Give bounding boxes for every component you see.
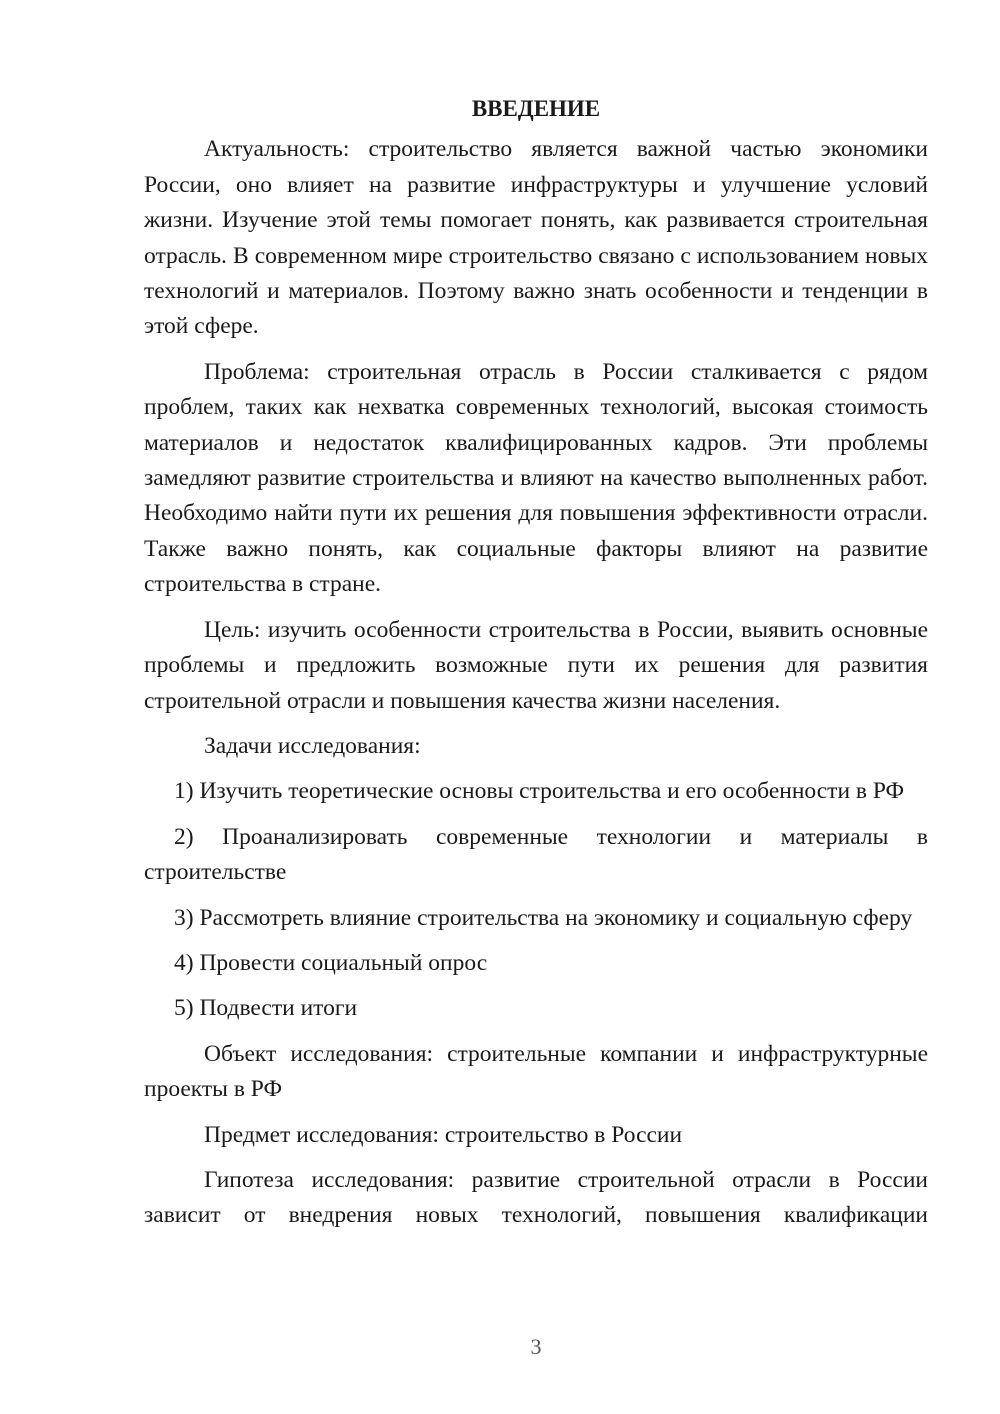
paragraph-problem: Проблема: строительная отрасль в России сталкивается с рядом проблем, таких как нехватка современных технологий, высокая стоимость материалов и недостаток квалифицированных кадров. Эти проблемы замедляют развитие строительства и влияют на качество выполненных работ. Необходимо найти пути их решения для повышения эффективности отрасли. Также важно понять, как социальные факторы влияют на развитие строительства в стране. <box>144 358 928 598</box>
page-number: 3 <box>530 1334 542 1359</box>
task-item-2: 2) Проанализировать современные технологии и материалы в строительстве <box>144 823 928 886</box>
tasks-heading: Задачи исследования: <box>204 732 421 759</box>
paragraph-subject: Предмет исследования: строительство в России <box>204 1121 683 1148</box>
task-item-3: 3) Рассмотреть влияние строительства на экономику и социальную сферу <box>174 904 913 931</box>
document-body <box>144 91 928 1234</box>
paragraph-relevance: Актуальность: строительство является важной частью экономики России, оно влияет на развитие инфраструктуры и улучшение условий жизни. Изучение этой темы помогает понять, как развивается строительная отрасль. В современном мире строительство связано с использованием новых технологий и материалов. Поэтому важно знать особенности и тенденции в этой сфере. <box>144 136 928 340</box>
section-title: ВВЕДЕНИЕ <box>471 96 601 121</box>
paragraph-goal: Цель: изучить особенности строительства в России, выявить основные проблемы и предложить возможные пути их решения для развития строительной отрасли и повышения качества жизни населения. <box>144 616 928 714</box>
task-item-4: 4) Провести социальный опрос <box>174 949 488 976</box>
task-item-1: 1) Изучить теоретические основы строительства и его особенности в РФ <box>174 778 905 805</box>
paragraph-hypothesis: Гипотеза исследования: развитие строительной отрасли в России зависит от внедрения новых технологий, повышения квалификации <box>144 1166 928 1229</box>
paragraph-object: Объект исследования: строительные компании и инфраструктурные проекты в РФ <box>144 1040 928 1103</box>
task-item-5: 5) Подвести итоги <box>174 995 358 1022</box>
